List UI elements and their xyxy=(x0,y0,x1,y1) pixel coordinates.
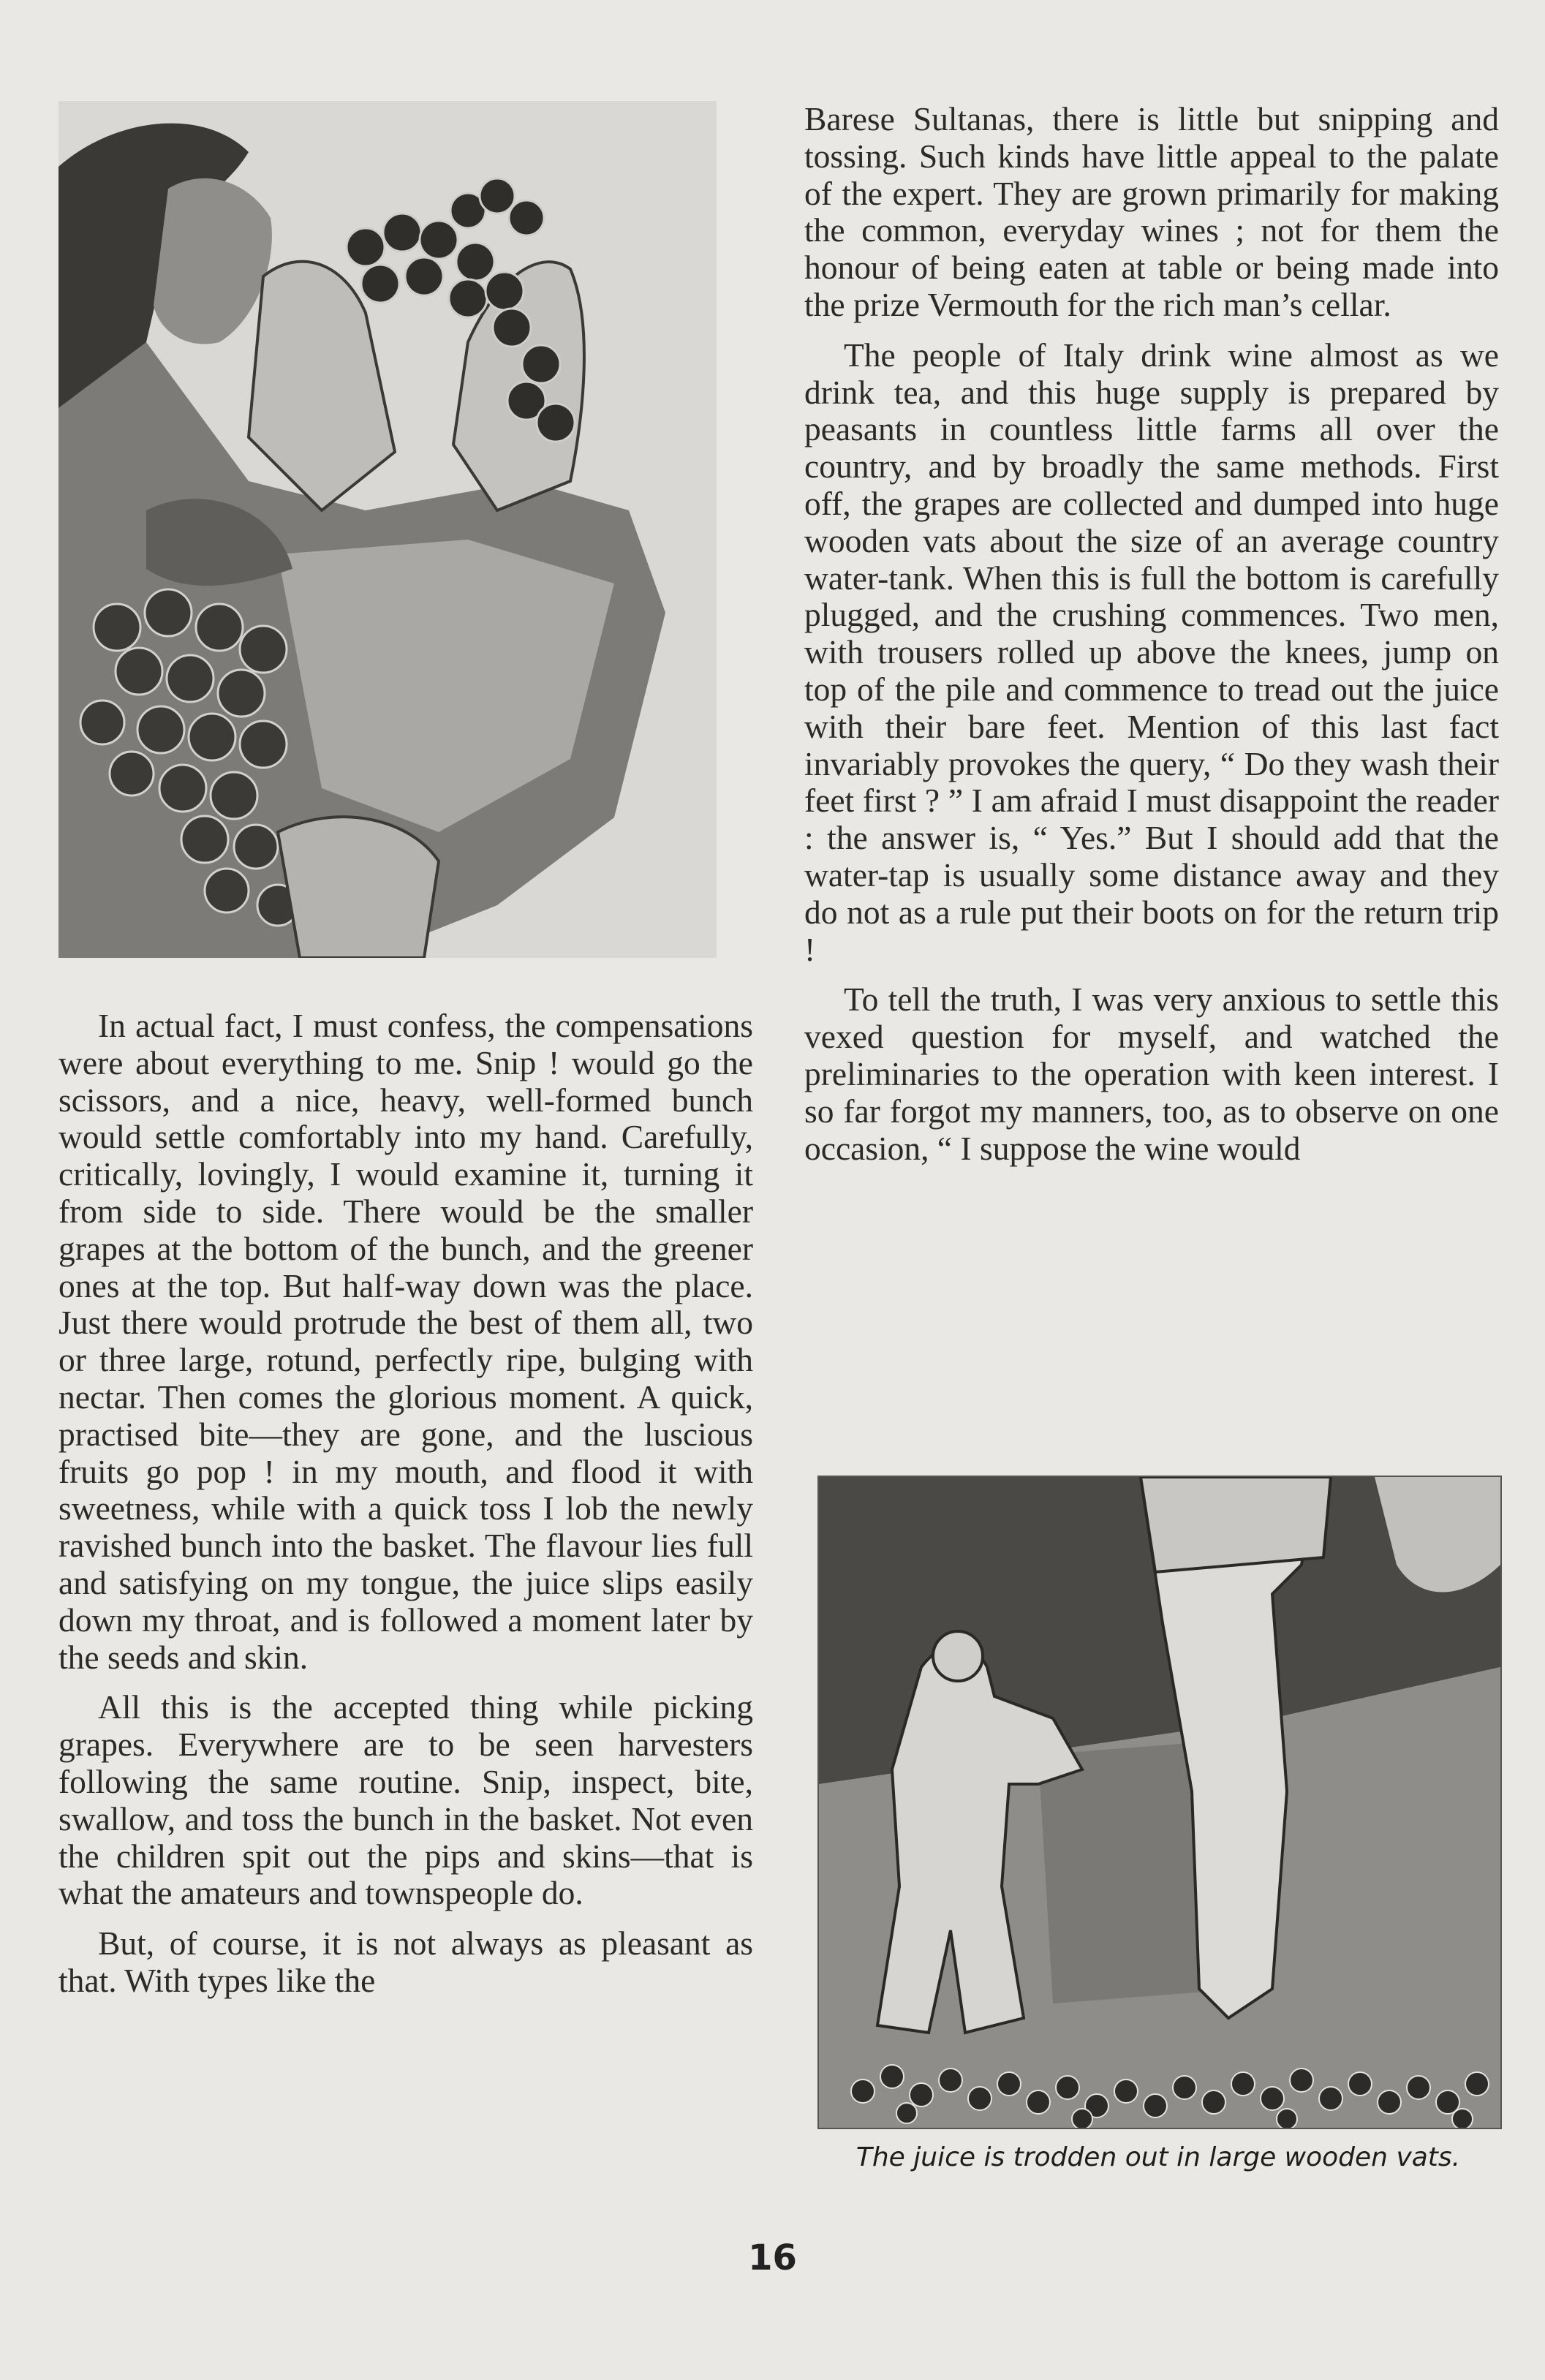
figure-caption: The juice is trodden out in large wooden vats. xyxy=(855,2142,1461,2172)
paragraph: Barese Sultanas, there is little but snipping and tossing. Such kinds have little appeal to the palate of the expert. They are grown primarily for making the common, everyday wines ; not for them the honour of being eaten at table or being made into the prize Vermouth for the rich man’s cellar. xyxy=(804,100,1499,323)
vat-drawing xyxy=(819,1477,1500,2128)
paragraph: All this is the accepted thing while picking grapes. Everywhere are to be seen harvesters following the same routine. Snip, inspect, bite, swallow, and toss the bunch in the basket. Not even the children spit out the pips and skins—that is what the amateurs and townspeople do. xyxy=(58,1688,753,1912)
illustration-man-eating-grapes xyxy=(58,101,717,958)
illustration-treading-grapes xyxy=(817,1476,1502,2129)
left-text-column xyxy=(58,1008,753,2013)
paragraph: To tell the truth, I was very anxious to settle this vexed question for myself, and watched the preliminaries to the operation with keen interest. I so far forgot my manners, too, as to observe on one occasion, “ I suppose the wine would xyxy=(804,981,1499,1167)
paragraph: The people of Italy drink wine almost as we drink tea, and this huge supply is prepared by peasants in countless little farms all over the country, and by broadly the same methods. First off, the grapes are collected and dumped into huge wooden vats about the size of an average country water-tank. When this is full the bottom is carefully plugged, and the crushing commences. Two men, with trousers rolled up above the knees, jump on top of the pile and commence to tread out the juice with their bare feet. Mention of this last fact invariably provokes the query, “ Do they wash their feet first ? ” I am afraid I must disappoint the reader : the answer is, “ Yes.” But I should add that the water-tap is usually some distance away and they do not as a rule put their boots on for the return trip ! xyxy=(804,336,1499,968)
right-text-column xyxy=(804,101,1499,1180)
grapes-drawing xyxy=(58,101,717,958)
paragraph: But, of course, it is not always as pleasant as that. With types like the xyxy=(58,1924,753,1999)
paragraph: In actual fact, I must confess, the compensations were about everything to me. Snip ! would go the scissors, and a nice, heavy, well-formed bunch would settle comfortably into my hand. Carefully, critically, lovingly, I would examine it, turning it from side to side. There would be the smaller grapes at the bottom of the bunch, and the greener ones at the top. But half-way down was the place. Just there would protrude the best of them all, two or three large, rotund, perfectly ripe, bulging with nectar. Then comes the glorious moment. A quick, practised bite—they are gone, and the luscious fruits go pop ! in my mouth, and flood it with sweetness, while with a quick toss I lob the newly ravished bunch into the basket. The flavour lies full and satisfying on my tongue, the juice slips easily down my throat, and is followed a moment later by the seeds and skin. xyxy=(58,1007,753,1676)
page-number: 16 xyxy=(748,2237,797,2278)
